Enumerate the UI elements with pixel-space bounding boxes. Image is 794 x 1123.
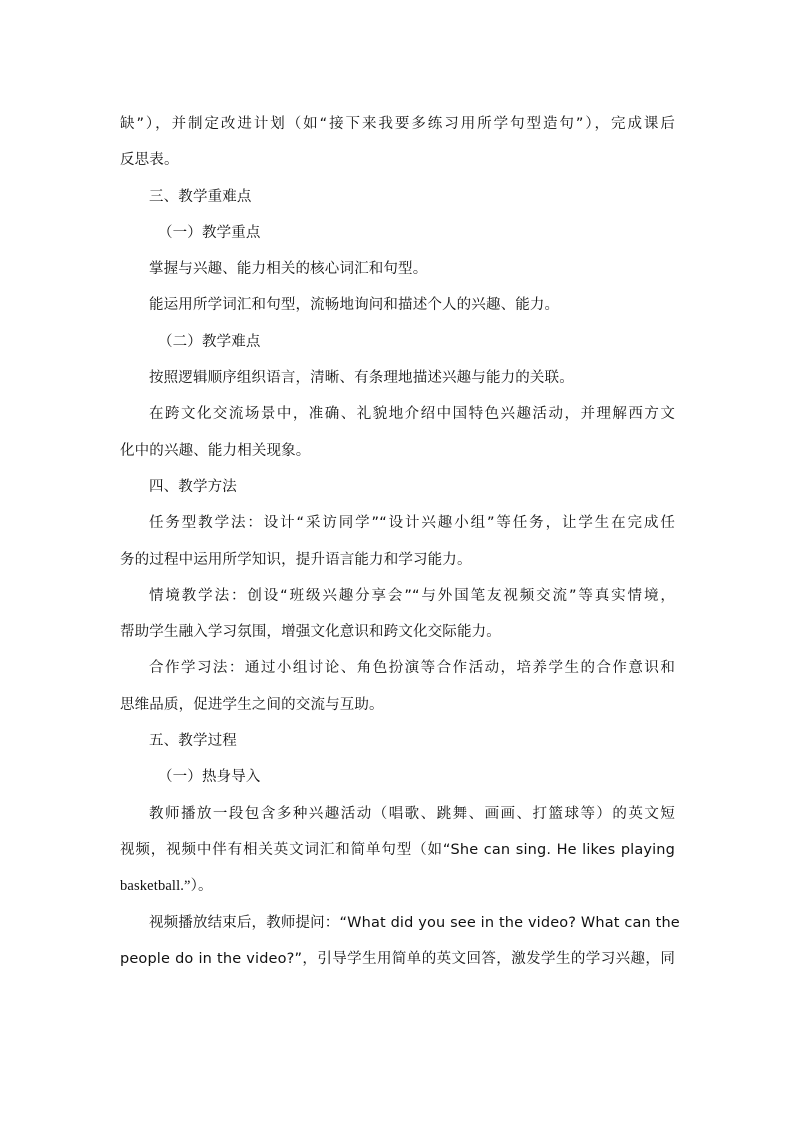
section-heading: 三、教学重难点 (149, 188, 252, 205)
section-heading: 五、教学过程 (149, 733, 237, 750)
paragraph-line: 教师播放一段包含多种兴趣活动（唱歌、跳舞、画画、打篮球等）的英文短 (149, 805, 675, 822)
paragraph-line: 视频，视频中伴有相关英文词汇和简单句型（如“She can sing. He likes playing (120, 841, 675, 858)
subsection-heading: （二）教学难点 (158, 333, 261, 350)
paragraph-line: 在跨文化交流场景中，准确、礼貌地介绍中国特色兴趣活动，并理解西方文 (149, 406, 675, 423)
paragraph-line: 化中的兴趣、能力相关现象。 (120, 442, 311, 459)
paragraph-line: 务的过程中运用所学知识，提升语言能力和学习能力。 (120, 551, 472, 568)
paragraph-line: 合作学习法：通过小组讨论、角色扮演等合作活动，培养学生的合作意识和 (149, 660, 675, 677)
paragraph-line: 按照逻辑顺序组织语言，清晰、有条理地描述兴趣与能力的关联。 (149, 370, 574, 387)
paragraph-line: 情境教学法：创设“班级兴趣分享会”“与外国笔友视频交流”等真实情境， (149, 587, 675, 604)
paragraph-line: basketball.”）。 (120, 878, 213, 895)
paragraph-line: 能运用所学词汇和句型，流畅地询问和描述个人的兴趣、能力。 (149, 297, 560, 314)
paragraph-line: 缺”），并制定改进计划（如“接下来我要多练习用所学句型造句”），完成课后 (120, 116, 675, 132)
paragraph-line: 思维品质，促进学生之间的交流与互助。 (120, 696, 384, 713)
paragraph-line: 掌握与兴趣、能力相关的核心词汇和句型。 (149, 261, 428, 278)
paragraph-line: 帮助学生融入学习氛围，增强文化意识和跨文化交际能力。 (120, 624, 501, 641)
subsection-heading: （一）教学重点 (158, 224, 261, 241)
document-body (120, 106, 680, 977)
paragraph-line: 视频播放结束后，教师提问：“What did you see in the video? What can the (149, 914, 680, 931)
paragraph-line: people do in the video?”，引导学生用简单的英文回答，激发学生的学习兴趣，同 (120, 950, 675, 967)
paragraph-line: 任务型教学法：设计“采访同学”“设计兴趣小组”等任务，让学生在完成任 (149, 515, 675, 532)
subsection-heading: （一）热身导入 (158, 769, 261, 786)
section-heading: 四、教学方法 (149, 478, 237, 495)
paragraph-line: 反思表。 (120, 152, 179, 169)
